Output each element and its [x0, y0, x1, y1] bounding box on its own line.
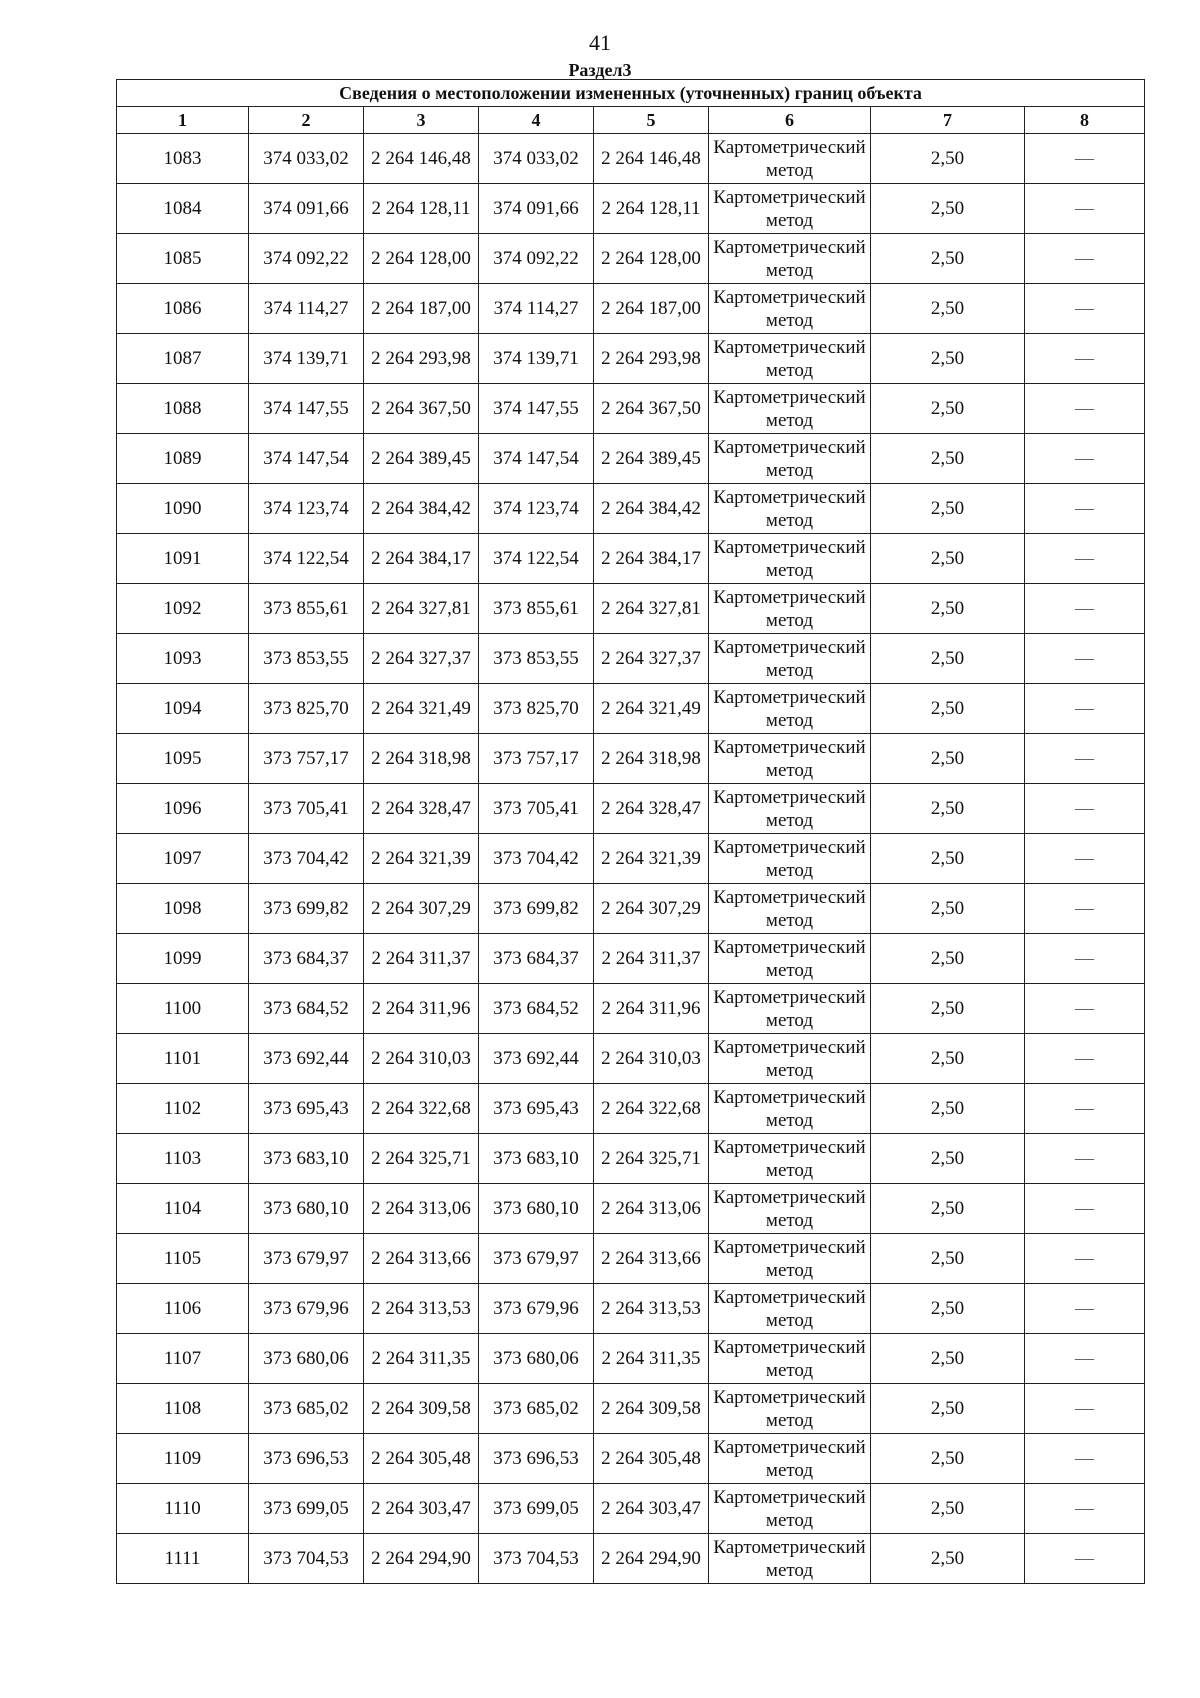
- y-refined-cell: 2 264 187,00: [594, 284, 709, 334]
- description-cell: —: [1025, 1234, 1145, 1284]
- description-cell: —: [1025, 184, 1145, 234]
- point-number-cell: 1086: [117, 284, 249, 334]
- description-cell: —: [1025, 734, 1145, 784]
- point-number-cell: 1100: [117, 984, 249, 1034]
- method-cell: Картометрический метод: [709, 1134, 871, 1184]
- method-cell: Картометрический метод: [709, 784, 871, 834]
- x-existing-cell: 373 704,53: [249, 1534, 364, 1584]
- x-existing-cell: 373 757,17: [249, 734, 364, 784]
- x-refined-cell: 374 033,02: [479, 134, 594, 184]
- method-cell: Картометрический метод: [709, 134, 871, 184]
- accuracy-cell: 2,50: [871, 284, 1025, 334]
- page-number: 41: [589, 30, 611, 55]
- method-cell: Картометрический метод: [709, 834, 871, 884]
- column-number-5: 5: [594, 107, 709, 134]
- x-refined-cell: 373 705,41: [479, 784, 594, 834]
- method-cell: Картометрический метод: [709, 934, 871, 984]
- point-number-cell: 1110: [117, 1484, 249, 1534]
- x-existing-cell: 374 122,54: [249, 534, 364, 584]
- x-existing-cell: 373 705,41: [249, 784, 364, 834]
- table-row: [117, 334, 1145, 384]
- accuracy-cell: 2,50: [871, 1084, 1025, 1134]
- y-existing-cell: 2 264 325,71: [364, 1134, 479, 1184]
- x-refined-cell: 373 699,82: [479, 884, 594, 934]
- method-cell: Картометрический метод: [709, 384, 871, 434]
- y-existing-cell: 2 264 328,47: [364, 784, 479, 834]
- description-cell: —: [1025, 1034, 1145, 1084]
- table-row: [117, 1334, 1145, 1384]
- y-existing-cell: 2 264 309,58: [364, 1384, 479, 1434]
- description-cell: —: [1025, 1534, 1145, 1584]
- accuracy-cell: 2,50: [871, 884, 1025, 934]
- description-cell: —: [1025, 784, 1145, 834]
- table-row: [117, 884, 1145, 934]
- point-number-cell: 1084: [117, 184, 249, 234]
- x-refined-cell: 373 699,05: [479, 1484, 594, 1534]
- description-cell: —: [1025, 1084, 1145, 1134]
- y-existing-cell: 2 264 311,37: [364, 934, 479, 984]
- point-number-cell: 1101: [117, 1034, 249, 1084]
- boundary-coordinates-table: [116, 79, 1145, 1584]
- method-cell: Картометрический метод: [709, 1384, 871, 1434]
- point-number-cell: 1087: [117, 334, 249, 384]
- y-refined-cell: 2 264 293,98: [594, 334, 709, 384]
- description-cell: —: [1025, 1134, 1145, 1184]
- table-row: [117, 1534, 1145, 1584]
- accuracy-cell: 2,50: [871, 734, 1025, 784]
- accuracy-cell: 2,50: [871, 134, 1025, 184]
- table-row: [117, 784, 1145, 834]
- x-existing-cell: 373 684,52: [249, 984, 364, 1034]
- description-cell: —: [1025, 1384, 1145, 1434]
- y-existing-cell: 2 264 321,39: [364, 834, 479, 884]
- x-existing-cell: 373 699,05: [249, 1484, 364, 1534]
- description-cell: —: [1025, 384, 1145, 434]
- table-body: [117, 80, 1145, 1584]
- description-cell: —: [1025, 984, 1145, 1034]
- description-cell: —: [1025, 434, 1145, 484]
- y-refined-cell: 2 264 128,00: [594, 234, 709, 284]
- description-cell: —: [1025, 134, 1145, 184]
- point-number-cell: 1108: [117, 1384, 249, 1434]
- table-row: [117, 1284, 1145, 1334]
- x-existing-cell: 374 147,54: [249, 434, 364, 484]
- y-refined-cell: 2 264 294,90: [594, 1534, 709, 1584]
- y-refined-cell: 2 264 309,58: [594, 1384, 709, 1434]
- method-cell: Картометрический метод: [709, 1534, 871, 1584]
- point-number-cell: 1096: [117, 784, 249, 834]
- method-cell: Картометрический метод: [709, 884, 871, 934]
- point-number-cell: 1088: [117, 384, 249, 434]
- method-cell: Картометрический метод: [709, 184, 871, 234]
- y-existing-cell: 2 264 310,03: [364, 1034, 479, 1084]
- x-refined-cell: 373 853,55: [479, 634, 594, 684]
- point-number-cell: 1104: [117, 1184, 249, 1234]
- y-existing-cell: 2 264 327,37: [364, 634, 479, 684]
- x-refined-cell: 373 684,52: [479, 984, 594, 1034]
- x-refined-cell: 373 692,44: [479, 1034, 594, 1084]
- method-cell: Картометрический метод: [709, 1034, 871, 1084]
- x-existing-cell: 373 683,10: [249, 1134, 364, 1184]
- column-number-8: 8: [1025, 107, 1145, 134]
- x-existing-cell: 373 853,55: [249, 634, 364, 684]
- y-refined-cell: 2 264 311,35: [594, 1334, 709, 1384]
- y-existing-cell: 2 264 307,29: [364, 884, 479, 934]
- y-existing-cell: 2 264 384,42: [364, 484, 479, 534]
- x-existing-cell: 374 123,74: [249, 484, 364, 534]
- accuracy-cell: 2,50: [871, 634, 1025, 684]
- table-row: [117, 984, 1145, 1034]
- table-row: [117, 534, 1145, 584]
- accuracy-cell: 2,50: [871, 484, 1025, 534]
- x-existing-cell: 373 679,96: [249, 1284, 364, 1334]
- point-number-cell: 1102: [117, 1084, 249, 1134]
- y-existing-cell: 2 264 322,68: [364, 1084, 479, 1134]
- y-refined-cell: 2 264 327,81: [594, 584, 709, 634]
- accuracy-cell: 2,50: [871, 1034, 1025, 1084]
- y-existing-cell: 2 264 327,81: [364, 584, 479, 634]
- accuracy-cell: 2,50: [871, 384, 1025, 434]
- table-caption-row: [117, 80, 1145, 107]
- column-number-6: 6: [709, 107, 871, 134]
- point-number-cell: 1111: [117, 1534, 249, 1584]
- point-number-cell: 1107: [117, 1334, 249, 1384]
- point-number-cell: 1091: [117, 534, 249, 584]
- x-refined-cell: 374 092,22: [479, 234, 594, 284]
- accuracy-cell: 2,50: [871, 1134, 1025, 1184]
- y-refined-cell: 2 264 328,47: [594, 784, 709, 834]
- table-row: [117, 484, 1145, 534]
- table-row: [117, 584, 1145, 634]
- y-refined-cell: 2 264 303,47: [594, 1484, 709, 1534]
- table-row: [117, 684, 1145, 734]
- point-number-cell: 1085: [117, 234, 249, 284]
- x-refined-cell: 373 825,70: [479, 684, 594, 734]
- accuracy-cell: 2,50: [871, 1434, 1025, 1484]
- x-refined-cell: 374 091,66: [479, 184, 594, 234]
- description-cell: —: [1025, 584, 1145, 634]
- column-number-7: 7: [871, 107, 1025, 134]
- y-refined-cell: 2 264 128,11: [594, 184, 709, 234]
- x-refined-cell: 373 679,97: [479, 1234, 594, 1284]
- x-refined-cell: 374 147,55: [479, 384, 594, 434]
- x-existing-cell: 373 684,37: [249, 934, 364, 984]
- table-row: [117, 134, 1145, 184]
- method-cell: Картометрический метод: [709, 284, 871, 334]
- description-cell: —: [1025, 334, 1145, 384]
- x-existing-cell: 373 696,53: [249, 1434, 364, 1484]
- column-number-row: [117, 107, 1145, 134]
- x-existing-cell: 374 033,02: [249, 134, 364, 184]
- description-cell: —: [1025, 1284, 1145, 1334]
- y-refined-cell: 2 264 313,66: [594, 1234, 709, 1284]
- point-number-cell: 1103: [117, 1134, 249, 1184]
- description-cell: —: [1025, 684, 1145, 734]
- accuracy-cell: 2,50: [871, 334, 1025, 384]
- y-refined-cell: 2 264 313,06: [594, 1184, 709, 1234]
- y-refined-cell: 2 264 321,49: [594, 684, 709, 734]
- y-existing-cell: 2 264 313,53: [364, 1284, 479, 1334]
- accuracy-cell: 2,50: [871, 1334, 1025, 1384]
- point-number-cell: 1092: [117, 584, 249, 634]
- y-refined-cell: 2 264 310,03: [594, 1034, 709, 1084]
- y-refined-cell: 2 264 318,98: [594, 734, 709, 784]
- y-refined-cell: 2 264 327,37: [594, 634, 709, 684]
- x-existing-cell: 373 825,70: [249, 684, 364, 734]
- x-existing-cell: 373 680,06: [249, 1334, 364, 1384]
- y-existing-cell: 2 264 128,11: [364, 184, 479, 234]
- y-existing-cell: 2 264 146,48: [364, 134, 479, 184]
- point-number-cell: 1090: [117, 484, 249, 534]
- y-existing-cell: 2 264 303,47: [364, 1484, 479, 1534]
- y-existing-cell: 2 264 384,17: [364, 534, 479, 584]
- point-number-cell: 1098: [117, 884, 249, 934]
- x-existing-cell: 374 092,22: [249, 234, 364, 284]
- x-refined-cell: 373 684,37: [479, 934, 594, 984]
- table-row: [117, 284, 1145, 334]
- x-refined-cell: 374 139,71: [479, 334, 594, 384]
- table-row: [117, 1084, 1145, 1134]
- description-cell: —: [1025, 534, 1145, 584]
- description-cell: —: [1025, 1184, 1145, 1234]
- point-number-cell: 1109: [117, 1434, 249, 1484]
- accuracy-cell: 2,50: [871, 584, 1025, 634]
- method-cell: Картометрический метод: [709, 1484, 871, 1534]
- y-existing-cell: 2 264 318,98: [364, 734, 479, 784]
- x-existing-cell: 373 679,97: [249, 1234, 364, 1284]
- method-cell: Картометрический метод: [709, 1084, 871, 1134]
- table-row: [117, 234, 1145, 284]
- x-existing-cell: 373 699,82: [249, 884, 364, 934]
- method-cell: Картометрический метод: [709, 434, 871, 484]
- x-refined-cell: 373 704,53: [479, 1534, 594, 1584]
- point-number-cell: 1105: [117, 1234, 249, 1284]
- accuracy-cell: 2,50: [871, 1184, 1025, 1234]
- x-existing-cell: 374 147,55: [249, 384, 364, 434]
- x-refined-cell: 373 683,10: [479, 1134, 594, 1184]
- method-cell: Картометрический метод: [709, 734, 871, 784]
- y-existing-cell: 2 264 128,00: [364, 234, 479, 284]
- x-refined-cell: 373 685,02: [479, 1384, 594, 1434]
- method-cell: Картометрический метод: [709, 1334, 871, 1384]
- accuracy-cell: 2,50: [871, 984, 1025, 1034]
- accuracy-cell: 2,50: [871, 684, 1025, 734]
- y-refined-cell: 2 264 384,17: [594, 534, 709, 584]
- method-cell: Картометрический метод: [709, 484, 871, 534]
- accuracy-cell: 2,50: [871, 1234, 1025, 1284]
- point-number-cell: 1106: [117, 1284, 249, 1334]
- point-number-cell: 1097: [117, 834, 249, 884]
- method-cell: Картометрический метод: [709, 984, 871, 1034]
- y-existing-cell: 2 264 293,98: [364, 334, 479, 384]
- y-existing-cell: 2 264 294,90: [364, 1534, 479, 1584]
- column-number-2: 2: [249, 107, 364, 134]
- x-refined-cell: 374 123,74: [479, 484, 594, 534]
- x-refined-cell: 373 695,43: [479, 1084, 594, 1134]
- x-refined-cell: 373 757,17: [479, 734, 594, 784]
- description-cell: —: [1025, 1484, 1145, 1534]
- column-number-4: 4: [479, 107, 594, 134]
- table-caption: Сведения о местоположении измененных (уточненных) границ объекта: [117, 80, 1145, 107]
- y-refined-cell: 2 264 305,48: [594, 1434, 709, 1484]
- accuracy-cell: 2,50: [871, 234, 1025, 284]
- accuracy-cell: 2,50: [871, 784, 1025, 834]
- table-row: [117, 1234, 1145, 1284]
- y-refined-cell: 2 264 384,42: [594, 484, 709, 534]
- point-number-cell: 1089: [117, 434, 249, 484]
- method-cell: Картометрический метод: [709, 234, 871, 284]
- y-refined-cell: 2 264 307,29: [594, 884, 709, 934]
- description-cell: —: [1025, 634, 1145, 684]
- method-cell: Картометрический метод: [709, 534, 871, 584]
- method-cell: Картометрический метод: [709, 634, 871, 684]
- x-existing-cell: 373 704,42: [249, 834, 364, 884]
- x-refined-cell: 373 696,53: [479, 1434, 594, 1484]
- method-cell: Картометрический метод: [709, 1434, 871, 1484]
- accuracy-cell: 2,50: [871, 1284, 1025, 1334]
- table-row: [117, 634, 1145, 684]
- y-refined-cell: 2 264 325,71: [594, 1134, 709, 1184]
- description-cell: —: [1025, 1434, 1145, 1484]
- y-existing-cell: 2 264 311,35: [364, 1334, 479, 1384]
- table-row: [117, 384, 1145, 434]
- y-refined-cell: 2 264 389,45: [594, 434, 709, 484]
- description-cell: —: [1025, 484, 1145, 534]
- point-number-cell: 1083: [117, 134, 249, 184]
- x-refined-cell: 373 680,10: [479, 1184, 594, 1234]
- accuracy-cell: 2,50: [871, 434, 1025, 484]
- y-refined-cell: 2 264 313,53: [594, 1284, 709, 1334]
- y-refined-cell: 2 264 321,39: [594, 834, 709, 884]
- y-existing-cell: 2 264 389,45: [364, 434, 479, 484]
- description-cell: —: [1025, 284, 1145, 334]
- accuracy-cell: 2,50: [871, 1384, 1025, 1434]
- method-cell: Картометрический метод: [709, 1234, 871, 1284]
- x-existing-cell: 373 855,61: [249, 584, 364, 634]
- x-existing-cell: 374 114,27: [249, 284, 364, 334]
- method-cell: Картометрический метод: [709, 1284, 871, 1334]
- accuracy-cell: 2,50: [871, 1484, 1025, 1534]
- table-row: [117, 434, 1145, 484]
- x-refined-cell: 374 147,54: [479, 434, 594, 484]
- table-row: [117, 184, 1145, 234]
- point-number-cell: 1094: [117, 684, 249, 734]
- method-cell: Картометрический метод: [709, 1184, 871, 1234]
- table-row: [117, 1434, 1145, 1484]
- description-cell: —: [1025, 884, 1145, 934]
- y-existing-cell: 2 264 187,00: [364, 284, 479, 334]
- column-number-1: 1: [117, 107, 249, 134]
- description-cell: —: [1025, 1334, 1145, 1384]
- section-title: Раздел3: [568, 60, 632, 80]
- column-number-3: 3: [364, 107, 479, 134]
- point-number-cell: 1099: [117, 934, 249, 984]
- x-existing-cell: 373 680,10: [249, 1184, 364, 1234]
- x-existing-cell: 373 695,43: [249, 1084, 364, 1134]
- x-refined-cell: 373 855,61: [479, 584, 594, 634]
- accuracy-cell: 2,50: [871, 934, 1025, 984]
- x-existing-cell: 373 692,44: [249, 1034, 364, 1084]
- table-row: [117, 1384, 1145, 1434]
- table-row: [117, 934, 1145, 984]
- y-existing-cell: 2 264 313,66: [364, 1234, 479, 1284]
- y-existing-cell: 2 264 311,96: [364, 984, 479, 1034]
- accuracy-cell: 2,50: [871, 534, 1025, 584]
- table-row: [117, 734, 1145, 784]
- method-cell: Картометрический метод: [709, 334, 871, 384]
- x-existing-cell: 374 091,66: [249, 184, 364, 234]
- x-existing-cell: 374 139,71: [249, 334, 364, 384]
- y-existing-cell: 2 264 305,48: [364, 1434, 479, 1484]
- y-existing-cell: 2 264 321,49: [364, 684, 479, 734]
- description-cell: —: [1025, 234, 1145, 284]
- y-refined-cell: 2 264 146,48: [594, 134, 709, 184]
- x-refined-cell: 373 704,42: [479, 834, 594, 884]
- y-refined-cell: 2 264 311,96: [594, 984, 709, 1034]
- description-cell: —: [1025, 834, 1145, 884]
- accuracy-cell: 2,50: [871, 834, 1025, 884]
- description-cell: —: [1025, 934, 1145, 984]
- accuracy-cell: 2,50: [871, 1534, 1025, 1584]
- method-cell: Картометрический метод: [709, 684, 871, 734]
- point-number-cell: 1093: [117, 634, 249, 684]
- y-refined-cell: 2 264 367,50: [594, 384, 709, 434]
- table-row: [117, 1484, 1145, 1534]
- y-refined-cell: 2 264 322,68: [594, 1084, 709, 1134]
- x-refined-cell: 374 114,27: [479, 284, 594, 334]
- point-number-cell: 1095: [117, 734, 249, 784]
- x-refined-cell: 374 122,54: [479, 534, 594, 584]
- x-refined-cell: 373 679,96: [479, 1284, 594, 1334]
- table-row: [117, 834, 1145, 884]
- table-row: [117, 1034, 1145, 1084]
- table-row: [117, 1134, 1145, 1184]
- y-existing-cell: 2 264 367,50: [364, 384, 479, 434]
- y-refined-cell: 2 264 311,37: [594, 934, 709, 984]
- x-existing-cell: 373 685,02: [249, 1384, 364, 1434]
- accuracy-cell: 2,50: [871, 184, 1025, 234]
- method-cell: Картометрический метод: [709, 584, 871, 634]
- x-refined-cell: 373 680,06: [479, 1334, 594, 1384]
- table-row: [117, 1184, 1145, 1234]
- y-existing-cell: 2 264 313,06: [364, 1184, 479, 1234]
